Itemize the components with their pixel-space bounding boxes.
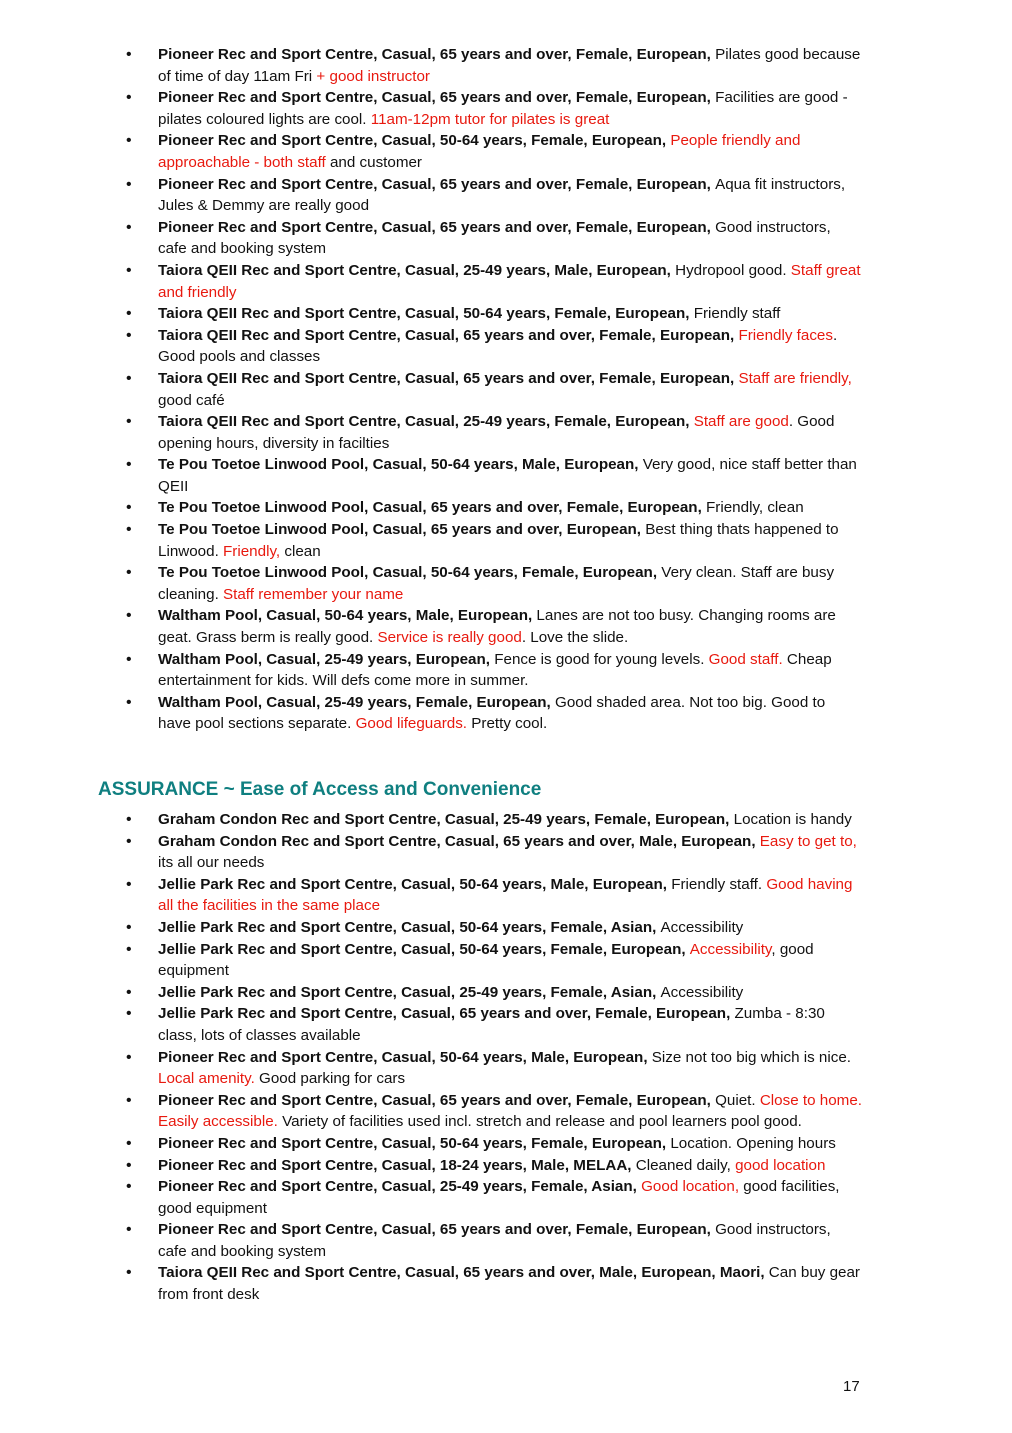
feedback-item [158, 1176, 862, 1219]
respondent-info: Jellie Park Rec and Sport Centre, Casual, 25-49 years, Female, Asian, [158, 983, 661, 1001]
respondent-info: Graham Condon Rec and Sport Centre, Casual, 25-49 years, Female, European, [158, 811, 734, 828]
feedback-item [158, 562, 862, 605]
feedback-item [158, 1047, 862, 1090]
comment-text: , good equipment [158, 940, 814, 980]
respondent-info: Te Pou Toetoe Linwood Pool, Casual, 65 years and over, European, [158, 521, 646, 539]
comment-text: Can buy gear from front desk [158, 1264, 860, 1304]
feedback-item [158, 605, 862, 648]
comment-text: Good instructors, cafe and booking system [158, 218, 831, 258]
respondent-info: Pioneer Rec and Sport Centre, Casual, 65 years and over, Female, European, [158, 218, 716, 236]
section-heading: ASSURANCE ~ Ease of Access and Convenience [98, 779, 542, 800]
comment-text: Good shaded area. Not too big. Good to have pool sections separate. [158, 693, 826, 733]
highlighted-comment: Good location, [641, 1178, 740, 1196]
comment-text: . Good opening hours, diversity in facilties [158, 413, 835, 452]
comment-text: Zumba - 8:30 class, lots of classes available [158, 1005, 825, 1044]
comment-text: . Good pools and classes [158, 326, 838, 366]
feedback-item [158, 1155, 862, 1177]
feedback-item [158, 874, 862, 917]
respondent-info: Waltham Pool, Casual, 25-49 years, Female, European, [158, 693, 555, 711]
highlighted-comment: Friendly faces [738, 326, 833, 344]
respondent-info: Taiora QEII Rec and Sport Centre, Casual, 65 years and over, Female, European, [158, 326, 739, 344]
feedback-item [158, 831, 862, 874]
respondent-info: Waltham Pool, Casual, 25-49 years, European, [158, 650, 495, 668]
comment-text: good facilities, good equipment [158, 1178, 840, 1217]
feedback-item [158, 1003, 862, 1046]
respondent-info: Graham Condon Rec and Sport Centre, Casual, 65 years and over, Male, European, [158, 832, 760, 850]
comment-text: Location. Opening hours [670, 1134, 836, 1152]
feedback-item [158, 1219, 862, 1262]
highlighted-comment: Staff are good [693, 413, 789, 431]
comment-text: Very clean. Staff are busy cleaning. [158, 564, 835, 603]
respondent-info: Jellie Park Rec and Sport Centre, Casual, 50-64 years, Male, European, [158, 875, 672, 893]
respondent-info: Taiora QEII Rec and Sport Centre, Casual, 65 years and over, Female, European, [158, 369, 739, 387]
feedback-item [158, 411, 862, 454]
respondent-info: Pioneer Rec and Sport Centre, Casual, 50-64 years, Female, European, [158, 132, 671, 150]
comment-text: Best thing thats happened to Linwood. [158, 521, 839, 560]
feedback-item [158, 454, 862, 497]
highlighted-comment: Good staff. [708, 650, 783, 668]
respondent-info: Pioneer Rec and Sport Centre, Casual, 18-24 years, Male, MELAA, [158, 1156, 636, 1174]
comment-text: and customer [325, 153, 422, 171]
comment-text: Location is handy [733, 811, 852, 828]
comment-text: . Love the slide. [521, 629, 629, 647]
feedback-item [158, 368, 862, 411]
comment-text: Cheap entertainment for kids. Will defs come more in summer. [158, 650, 832, 690]
feedback-item [158, 174, 862, 217]
respondent-info: Pioneer Rec and Sport Centre, Casual, 25-49 years, Female, Asian, [158, 1178, 642, 1196]
feedback-item [158, 649, 862, 692]
feedback-item [158, 44, 862, 87]
feedback-item [158, 809, 862, 831]
respondent-info: Taiora QEII Rec and Sport Centre, Casual, 25-49 years, Female, European, [158, 413, 694, 431]
comment-text: Cleaned daily, [635, 1156, 736, 1174]
respondent-info: Pioneer Rec and Sport Centre, Casual, 50-64 years, Female, European, [158, 1134, 671, 1152]
comment-text: Accessibility [660, 983, 744, 1001]
feedback-item [158, 917, 862, 939]
comment-text: Friendly, clean [706, 499, 804, 517]
comment-text: its all our needs [158, 854, 265, 872]
feedback-item [158, 130, 862, 173]
respondent-info: Pioneer Rec and Sport Centre, Casual, 65 years and over, Female, European, [158, 46, 716, 63]
respondent-info: Taiora QEII Rec and Sport Centre, Casual, 25-49 years, Male, European, [158, 261, 676, 279]
highlighted-comment: Staff are friendly, [738, 369, 852, 387]
highlighted-comment: Good having all the facilities in the same place [158, 875, 853, 915]
feedback-item [158, 325, 862, 368]
highlighted-comment: Accessibility [689, 940, 772, 958]
respondent-info: Te Pou Toetoe Linwood Pool, Casual, 50-64 years, Male, European, [158, 456, 643, 474]
feedback-item [158, 1133, 862, 1155]
respondent-info: Taiora QEII Rec and Sport Centre, Casual, 50-64 years, Female, European, [158, 305, 694, 323]
highlighted-comment: 11am-12pm tutor for pilates is great [370, 110, 610, 128]
respondent-info: Pioneer Rec and Sport Centre, Casual, 65 years and over, Female, European, [158, 89, 716, 107]
feedback-item [158, 519, 862, 562]
page-number: 17 [843, 1378, 860, 1395]
respondent-info: Te Pou Toetoe Linwood Pool, Casual, 65 years and over, Female, European, [158, 499, 707, 517]
comment-text: clean [280, 542, 321, 560]
feedback-item [158, 303, 862, 325]
comment-text: Accessibility [660, 918, 744, 936]
comment-text: Very good, nice staff better than QEII [158, 456, 857, 495]
feedback-item [158, 1090, 862, 1133]
highlighted-comment: good location [735, 1156, 826, 1174]
respondent-info: Waltham Pool, Casual, 50-64 years, Male, European, [158, 607, 537, 625]
comment-text: Size not too big which is nice. [651, 1048, 852, 1066]
feedback-item [158, 497, 862, 519]
respondent-info: Te Pou Toetoe Linwood Pool, Casual, 50-64 years, Female, European, [158, 564, 662, 582]
comment-text: Friendly staff. [671, 875, 767, 893]
highlighted-comment: Easy to get to, [759, 832, 857, 850]
respondent-info: Jellie Park Rec and Sport Centre, Casual, 65 years and over, Female, European, [158, 1005, 735, 1023]
comment-text: Variety of facilities used incl. stretch and release and pool learners pool good. [277, 1113, 802, 1131]
feedback-item [158, 939, 862, 982]
feedback-item [158, 1262, 862, 1305]
comment-text: Lanes are not too busy. Changing rooms are geat. Grass berm is really good. [158, 607, 836, 647]
respondent-info: Pioneer Rec and Sport Centre, Casual, 50-64 years, Male, European, [158, 1048, 652, 1066]
highlighted-comment: Local amenity. [158, 1070, 255, 1088]
comment-text: good café [158, 391, 225, 409]
feedback-item [158, 217, 862, 260]
feedback-item [158, 260, 862, 303]
highlighted-comment: Friendly, [223, 542, 281, 560]
respondent-info: Pioneer Rec and Sport Centre, Casual, 65 years and over, Female, European, [158, 175, 716, 193]
respondent-info: Jellie Park Rec and Sport Centre, Casual, 50-64 years, Female, European, [158, 940, 690, 958]
highlighted-comment: Close to home. Easily accessible. [158, 1091, 862, 1131]
highlighted-comment: Service is really good [377, 629, 522, 647]
feedback-list-reliability [0, 44, 862, 735]
comment-text: Facilities are good - pilates coloured lights are cool. [158, 89, 848, 128]
feedback-item [158, 87, 862, 130]
comment-text: Friendly staff [693, 305, 781, 323]
comment-text: Fence is good for young levels. [494, 650, 709, 668]
highlighted-comment: Staff remember your name [223, 585, 404, 603]
highlighted-comment: Staff great and friendly [158, 261, 861, 301]
comment-text: Pilates good because of time of day 11am Fri [158, 46, 861, 85]
feedback-item [158, 982, 862, 1004]
respondent-info: Jellie Park Rec and Sport Centre, Casual, 50-64 years, Female, Asian, [158, 918, 661, 936]
respondent-info: Pioneer Rec and Sport Centre, Casual, 65 years and over, Female, European, [158, 1221, 716, 1239]
comment-text: Aqua fit instructors, Jules & Demmy are really good [158, 175, 846, 215]
comment-text: Good instructors, cafe and booking system [158, 1221, 831, 1260]
comment-text: Pretty cool. [467, 715, 548, 733]
respondent-info: Pioneer Rec and Sport Centre, Casual, 65 years and over, Female, European, [158, 1091, 716, 1109]
feedback-list-assurance [0, 809, 862, 1306]
comment-text: Quiet. [715, 1091, 760, 1109]
feedback-item [158, 692, 862, 735]
highlighted-comment: People friendly and approachable - both staff [158, 132, 801, 171]
comment-text: Good parking for cars [254, 1070, 406, 1088]
comment-text: Hydropool good. [675, 261, 791, 279]
respondent-info: Taiora QEII Rec and Sport Centre, Casual, 65 years and over, Male, European, Maori, [158, 1264, 769, 1282]
highlighted-comment: + good instructor [316, 67, 430, 85]
highlighted-comment: Good lifeguards. [355, 715, 468, 733]
